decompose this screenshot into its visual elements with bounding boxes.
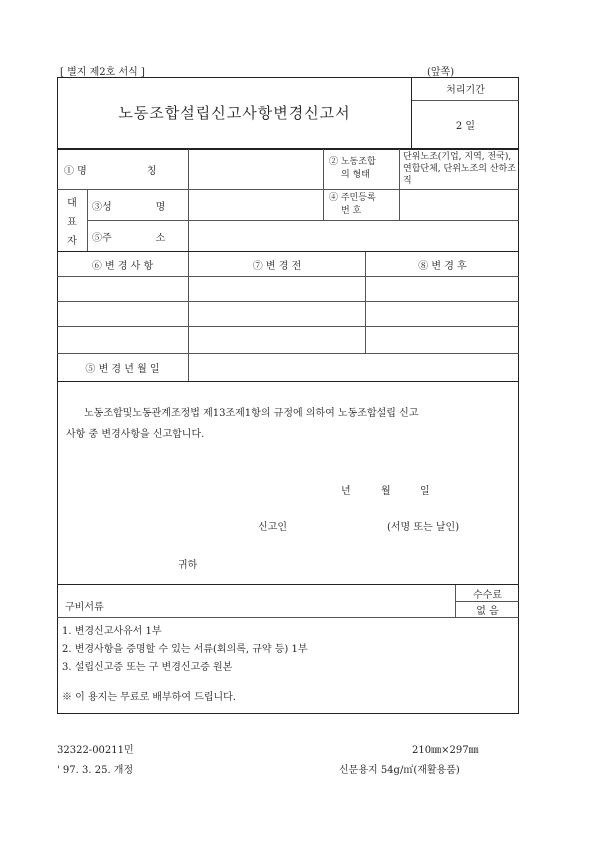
document-item: 1. 변경신고사유서 1부 <box>62 626 162 637</box>
date-day: 일 <box>420 486 430 497</box>
form-title: 노동조합설립신고사항변경신고서 <box>118 104 351 122</box>
col-before: ⑦ 변 경 전 <box>252 260 302 272</box>
signature-field[interactable] <box>300 512 380 534</box>
processing-period-label: 처리기간 <box>446 85 485 96</box>
addressee: 귀하 <box>178 560 198 571</box>
declarant-label: 신고인 <box>258 522 287 533</box>
declaration-line-1: 노동조합및노동관계조정법 제13조제1항의 규정에 의하여 노동조합설립 신고 <box>84 408 419 419</box>
processing-period-value: 2 일 <box>455 121 476 132</box>
resident-no-field[interactable] <box>400 190 519 220</box>
address-label: ⑤주 소 <box>92 232 166 244</box>
address-field[interactable] <box>189 221 519 251</box>
table-row[interactable] <box>57 302 519 326</box>
resident-no-label: ④ 주민등록 번 호 <box>329 193 376 216</box>
representative-label: 대 표 자 <box>67 198 77 247</box>
union-type-label: ② 노동조합 의 형태 <box>329 157 376 180</box>
page-side-label: (앞쪽) <box>427 67 455 78</box>
fee-label: 수수료 <box>473 589 502 601</box>
rep-name-label: ③성 명 <box>92 201 166 213</box>
form-number: [ 별지 제2호 서식 ] <box>60 67 145 78</box>
signature-label: (서명 또는 날인) <box>387 522 460 533</box>
rep-name-field[interactable] <box>189 190 323 220</box>
paper-size: 210㎜×297㎜ <box>412 745 479 756</box>
revision-date: ' 97. 3. 25. 개정 <box>57 765 134 776</box>
document-item: 3. 설립신고증 또는 구 변경신고증 원본 <box>62 662 233 673</box>
declaration-line-2: 사항 중 변경사항을 신고합니다. <box>66 429 205 440</box>
free-distribution-note: ※ 이 용지는 무료로 배부하여 드립니다. <box>62 692 236 703</box>
change-date-field[interactable] <box>189 354 519 381</box>
documents-title: 구비서류 <box>65 602 104 613</box>
union-type-options: 단위노조(기업, 지역, 전국), 연합단체, 단위노조의 산하조직 <box>403 152 516 186</box>
fee-value: 없 음 <box>476 606 499 617</box>
form-code: 32322-00211민 <box>57 745 134 756</box>
table-row[interactable] <box>57 327 519 353</box>
change-date-label: ⑤ 변 경 년 월 일 <box>85 364 160 375</box>
name-field[interactable] <box>189 149 323 189</box>
date-month: 월 <box>381 486 391 497</box>
document-item: 2. 변경사항을 증명할 수 있는 서류(회의록, 규약 등) 1부 <box>62 644 308 655</box>
name-label: ① 명 칭 <box>64 165 157 177</box>
table-row[interactable] <box>57 277 519 301</box>
date-year: 년 <box>341 486 351 497</box>
col-change-item: ⑥ 변 경 사 항 <box>91 260 154 272</box>
paper-type: 신문용지 54g/㎡(재활용품) <box>339 765 460 776</box>
col-after: ⑧ 변 경 후 <box>418 260 467 272</box>
